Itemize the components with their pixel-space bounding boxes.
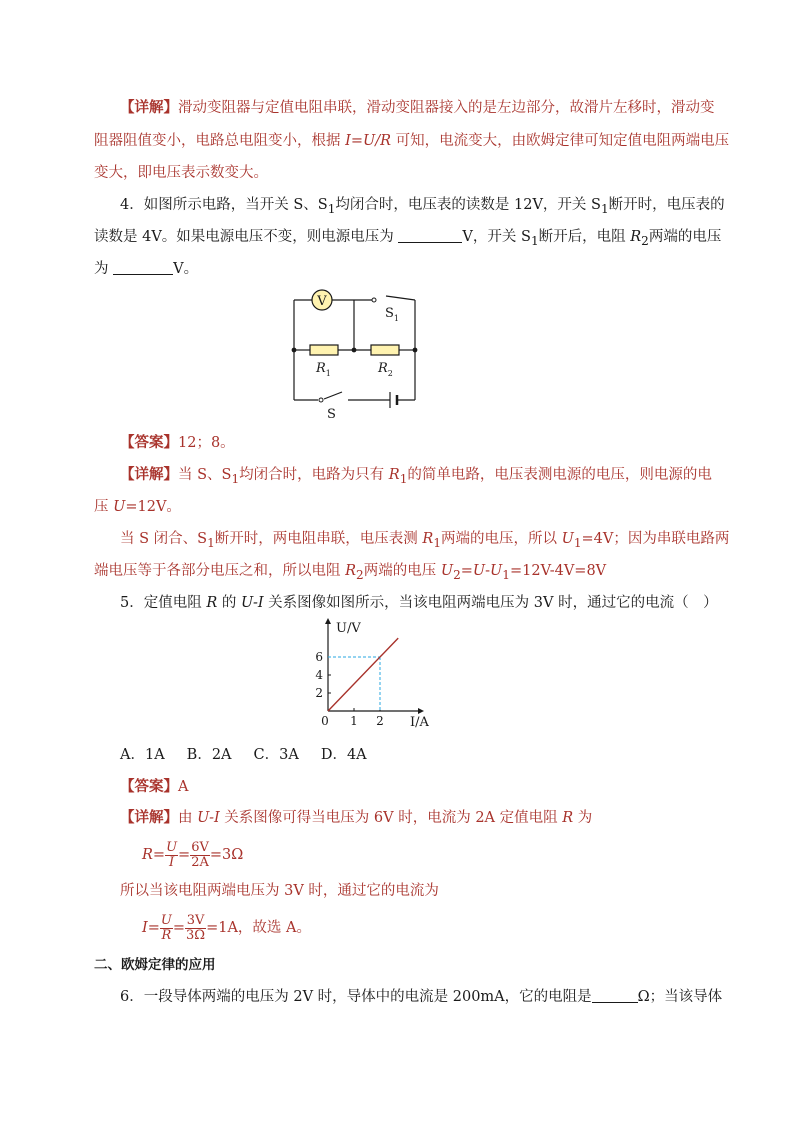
detail-text: 的简单电路，电压表测电源的电压，则电源的电: [407, 467, 712, 483]
x-tick-label: 0: [321, 714, 329, 728]
subscript: 1: [231, 471, 240, 486]
q5-choices: [120, 745, 389, 765]
q4-line-1: [120, 195, 725, 219]
question-text: V。: [173, 261, 199, 277]
detail-text: 当 S 闭合、S: [120, 531, 208, 547]
question-text: 如图所示电路，当开关 S、S: [143, 197, 328, 213]
fraction-numerator: 6V: [191, 839, 209, 855]
q5-detail-line-1: [120, 808, 592, 828]
resistor-symbol: R: [345, 563, 357, 579]
fraction-values: [190, 841, 210, 870]
subscript: 1: [530, 233, 539, 248]
choice-b[interactable]: B．2A: [186, 747, 232, 763]
detail-text: 滑动变阻器与定值电阻串联，滑动变阻器接入的是左边部分，故滑片左移时，滑动变: [178, 100, 715, 116]
answer-tag: 【答案】: [120, 778, 178, 795]
detail-text: 关系图像可得当电压为 6V 时，电流为 2A 定值电阻: [219, 810, 563, 826]
detail-text: 均闭合时，电路为只有: [239, 467, 389, 483]
y-tick-label: 2: [315, 686, 323, 700]
detail-text: =4V；因为串联电路两: [581, 531, 730, 547]
question-text: 均闭合时，电压表的读数是 12V，开关 S: [335, 197, 601, 213]
question-text: 的: [217, 595, 241, 611]
subscript: 2: [356, 567, 364, 582]
fraction-denominator: 2A: [191, 854, 209, 870]
answer-text: A: [178, 779, 189, 795]
equation-result: =3Ω: [209, 847, 244, 863]
fraction-u-over-r: [160, 914, 173, 943]
detail-text: -: [485, 563, 491, 579]
equation-result: =1A，故选 A。: [206, 920, 312, 936]
answer-blank-1[interactable]: [398, 228, 462, 243]
detail-text: 两端的电压，所以: [441, 531, 562, 547]
detail-text: 阻器阻值变小，电路总电阻变小，根据: [94, 133, 346, 149]
answer-blank-3[interactable]: [592, 988, 638, 1003]
voltage-symbol: U: [490, 563, 503, 579]
resistor-r2-label: $R_2$: [378, 361, 393, 378]
ui-chart: [300, 616, 450, 738]
y-axis-arrow: [325, 618, 331, 624]
q3-detail-line-1: [120, 98, 715, 118]
detail-text: 由: [178, 810, 198, 826]
detail-text: 断开时，两电阻串联，电压表测: [214, 531, 423, 547]
question-text: Ω；当该导体: [637, 989, 723, 1005]
x-tick-label: 1: [350, 714, 358, 728]
equation-resistance: [142, 838, 243, 872]
question-text: 读数是 4V。如果电源电压不变，则电源电压为: [94, 229, 399, 245]
subscript: 1: [600, 201, 609, 216]
q5-detail-line-2: 所以当该电阻两端电压为 3V 时，通过它的电流为: [120, 883, 439, 899]
switch-s-icon: [319, 398, 323, 402]
question-text: 关系图像如图所示，当该电阻两端电压为 3V 时，通过它的电流（ ）: [263, 595, 718, 611]
y-axis-label: U/V: [336, 621, 361, 636]
ui-symbol: U-I: [240, 595, 264, 611]
equation-equals: =: [152, 847, 166, 863]
y-tick-label: 6: [315, 650, 323, 664]
resistor-symbol: R: [388, 467, 400, 483]
question-text: 为: [94, 261, 114, 277]
choice-c[interactable]: C．3A: [253, 747, 299, 763]
detail-text: 两端的电压: [363, 563, 441, 579]
q4-line-3: [94, 259, 198, 279]
detail-text: 端电压等于各部分电压之和，所以电阻: [94, 563, 346, 579]
resistor-symbol: R: [422, 531, 434, 547]
detail-text: 当 S、S: [178, 467, 232, 483]
q4-answer: [120, 433, 235, 453]
detail-text: =12V。: [125, 499, 181, 515]
x-axis-arrow: [418, 708, 424, 714]
question-text: V，开关 S: [462, 229, 531, 245]
detail-text: 为: [573, 810, 593, 826]
subscript: 1: [207, 535, 215, 550]
fraction-denominator: I: [168, 854, 175, 870]
choice-a[interactable]: A．1A: [120, 747, 165, 763]
fraction-numerator: U: [166, 839, 178, 855]
voltage-symbol: U: [472, 563, 486, 579]
question-text: 一段导体两端的电压为 2V 时，导体中的电流是 200mA，它的电阻是: [143, 989, 592, 1005]
q4-line-2: [94, 227, 721, 251]
question-text: 断开时，电压表的: [608, 197, 725, 213]
question-number: 5．: [120, 595, 144, 611]
detail-tag: 【详解】: [120, 809, 178, 826]
fraction-u-over-i: [165, 841, 178, 870]
resistor-symbol: R: [630, 229, 642, 245]
equation-current: [142, 911, 311, 945]
switch-s1-label: $S_1$: [385, 306, 399, 323]
series-line: [328, 638, 398, 711]
q3-detail-line-2: [94, 131, 729, 151]
q4-detail-line-3: [120, 529, 729, 553]
question-number: 6．: [120, 989, 144, 1005]
equation-lhs: I: [142, 920, 148, 936]
q6-line-1: [120, 987, 722, 1007]
answer-blank-2[interactable]: [113, 260, 173, 275]
x-axis-label: I/A: [410, 715, 429, 730]
resistor-symbol: R: [562, 810, 574, 826]
equation-lhs: R: [142, 847, 153, 863]
switch-s-label: S: [327, 407, 336, 419]
q4-detail-line-2: [94, 497, 181, 517]
subscript: 1: [502, 567, 510, 582]
resistor-r1-label: $R_1$: [316, 361, 331, 378]
question-text: 断开后，电阻: [538, 229, 631, 245]
y-tick-label: 4: [315, 668, 323, 682]
answer-text: 12；8。: [178, 435, 235, 451]
resistor-r2-icon: [371, 345, 399, 355]
equation-equals: =: [147, 920, 160, 936]
q3-detail-line-3: 变大，即电压表示数变大。: [94, 165, 268, 181]
equation-equals: =: [178, 847, 191, 863]
circuit-diagram: [280, 284, 430, 419]
voltage-symbol: U: [561, 531, 574, 547]
detail-text: 压: [94, 499, 114, 515]
detail-tag: 【详解】: [120, 466, 178, 483]
x-tick-label: 2: [376, 714, 384, 728]
subscript: 1: [573, 535, 582, 550]
fraction-denominator: R: [161, 927, 172, 943]
subscript: 1: [433, 535, 441, 550]
question-text: 定值电阻: [143, 595, 207, 611]
subscript: 2: [453, 567, 461, 582]
equation-equals: =: [172, 920, 186, 936]
detail-tag: 【详解】: [120, 99, 178, 116]
q5-answer: [120, 777, 188, 797]
fraction-values: [185, 914, 206, 943]
section-title: 二、欧姆定律的应用: [94, 957, 216, 973]
ui-symbol: U-I: [197, 810, 220, 826]
q5-line-1: [120, 593, 718, 613]
fraction-numerator: U: [160, 912, 172, 928]
q4-detail-line-4: [94, 561, 606, 585]
question-text: 两端的电压: [648, 229, 722, 245]
subscript: 1: [327, 201, 336, 216]
subscript: 2: [641, 233, 649, 248]
resistor-r1-icon: [310, 345, 338, 355]
choice-d[interactable]: D．4A: [320, 747, 367, 763]
voltmeter-label: V: [317, 294, 327, 309]
fraction-numerator: 3V: [186, 912, 205, 928]
ohm-formula: I=U/R: [345, 133, 392, 149]
question-number: 4．: [120, 197, 144, 213]
voltage-symbol: U: [113, 499, 126, 515]
switch-s1-icon: [372, 298, 376, 302]
answer-tag: 【答案】: [120, 434, 178, 451]
detail-text: =12V-4V=8V: [509, 563, 607, 579]
detail-text: 可知，电流变大，由欧姆定律可知定值电阻两端电压: [391, 133, 730, 149]
q4-detail-line-1: [120, 465, 712, 489]
resistor-symbol: R: [206, 595, 218, 611]
voltage-symbol: U: [440, 563, 454, 579]
detail-text: =: [460, 563, 473, 579]
fraction-denominator: 3Ω: [186, 927, 206, 943]
subscript: 1: [399, 471, 408, 486]
